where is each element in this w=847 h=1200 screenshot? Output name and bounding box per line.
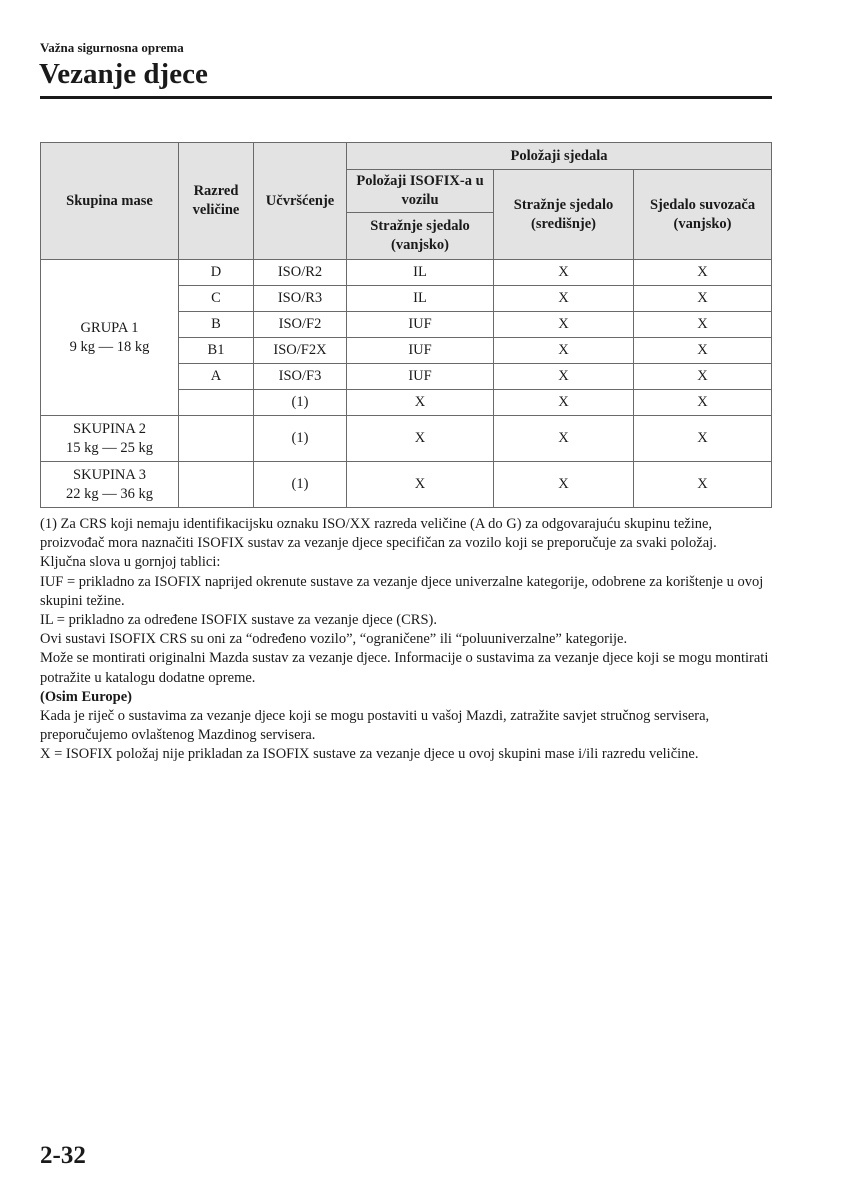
fixture-cell: (1)	[254, 416, 347, 462]
size-cell: C	[179, 286, 254, 312]
key-iuf: IUF = prikladno za ISOFIX naprijed okrenute sustave za vezanje djece univerzalne kategorije, odobrene za korištenje u ovoj skupini težine.	[40, 573, 764, 609]
rear-center-cell: X	[494, 338, 634, 364]
size-cell: B1	[179, 338, 254, 364]
except-europe-heading: (Osim Europe)	[40, 688, 132, 705]
header-passenger-seat: Sjedalo suvozača (vanjsko)	[634, 170, 772, 260]
header-mass-group: Skupina mase	[41, 143, 179, 260]
group1-name: GRUPA 1	[80, 319, 139, 336]
key-x: X = ISOFIX položaj nije prikladan za ISOFIX sustave za vezanje djece u ovoj skupini mase i/ili razredu veličine.	[40, 746, 699, 763]
fixture-cell: ISO/R3	[254, 286, 347, 312]
page-title: Vezanje djece	[39, 58, 208, 90]
rear-outer-cell: X	[347, 416, 494, 462]
rear-outer-cell: IUF	[347, 312, 494, 338]
rear-outer-cell: IL	[347, 260, 494, 286]
rear-outer-cell: IUF	[347, 338, 494, 364]
size-cell	[179, 390, 254, 416]
group3-cell	[41, 462, 179, 508]
passenger-cell: X	[634, 286, 772, 312]
rear-center-cell: X	[494, 416, 634, 462]
header-seat-positions: Položaji sjedala	[347, 143, 772, 170]
table-row	[41, 416, 772, 462]
key-il: IL = prikladno za određene ISOFIX sustave za vezanje djece (CRS).	[40, 612, 437, 629]
table-row	[41, 260, 772, 286]
size-cell	[179, 416, 254, 462]
header-rear-center: Stražnje sjedalo (središnje)	[494, 170, 634, 260]
group2-cell	[41, 416, 179, 462]
rear-center-cell: X	[494, 390, 634, 416]
rear-center-cell: X	[494, 462, 634, 508]
rear-outer-cell: X	[347, 390, 494, 416]
group1-weight: 9 kg — 18 kg	[69, 338, 150, 355]
passenger-cell: X	[634, 462, 772, 508]
isofix-table	[40, 142, 772, 508]
group1-cell	[41, 260, 179, 416]
section-label: Važna sigurnosna oprema	[40, 40, 184, 55]
size-cell: A	[179, 364, 254, 390]
header-size-class: Razred veličine	[179, 143, 254, 260]
header-fixture: Učvršćenje	[254, 143, 347, 260]
rear-center-cell: X	[494, 286, 634, 312]
passenger-cell: X	[634, 364, 772, 390]
table-row	[41, 462, 772, 508]
fixture-cell: ISO/R2	[254, 260, 347, 286]
table-header-row	[41, 143, 772, 170]
mazda-note: Može se montirati originalni Mazda sustav za vezanje djece. Informacije o sustavima za vezanje djece koji se mogu montirati potražite u katalogu dodatne opreme.	[40, 650, 769, 686]
footnote: (1) Za CRS koji nemaju identifikacijsku oznaku ISO/XX razreda veličine (A do G) za odgovarajuću skupinu težine, proizvođač mora naznačiti ISOFIX sustav za vezanje djece specifičan za vozilo koji se preporučuje za svaki položaj.	[40, 516, 717, 552]
rear-center-cell: X	[494, 260, 634, 286]
passenger-cell: X	[634, 312, 772, 338]
passenger-cell: X	[634, 338, 772, 364]
group3-name: SKUPINA 3	[73, 466, 146, 483]
fixture-cell: ISO/F2X	[254, 338, 347, 364]
header-isofix-positions: Položaji ISOFIX-a u vozilu	[347, 170, 494, 213]
notes	[40, 515, 780, 765]
fixture-cell: ISO/F3	[254, 364, 347, 390]
header-rear-outer: Stražnje sjedalo (vanjsko)	[347, 213, 494, 260]
fixture-cell: ISO/F2	[254, 312, 347, 338]
passenger-cell: X	[634, 260, 772, 286]
isofix-crs-note: Ovi sustavi ISOFIX CRS su oni za “određeno vozilo”, “ograničene” ili “poluuniverzalne” kategorije.	[40, 631, 628, 648]
size-cell: B	[179, 312, 254, 338]
size-cell: D	[179, 260, 254, 286]
rear-center-cell: X	[494, 364, 634, 390]
passenger-cell: X	[634, 390, 772, 416]
passenger-cell: X	[634, 416, 772, 462]
title-rule	[40, 96, 772, 99]
group3-weight: 22 kg — 36 kg	[66, 485, 153, 502]
rear-outer-cell: X	[347, 462, 494, 508]
size-cell	[179, 462, 254, 508]
fixture-cell: (1)	[254, 390, 347, 416]
rear-outer-cell: IUF	[347, 364, 494, 390]
key-heading: Ključna slova u gornjoj tablici:	[40, 554, 221, 571]
group2-name: SKUPINA 2	[73, 420, 146, 437]
group2-weight: 15 kg — 25 kg	[66, 439, 153, 456]
rear-outer-cell: IL	[347, 286, 494, 312]
advice-note: Kada je riječ o sustavima za vezanje djece koji se mogu postaviti u vašoj Mazdi, zatražite savjet stručnog servisera, preporučujemo ovlaštenog Mazdinog servisera.	[40, 708, 710, 744]
rear-center-cell: X	[494, 312, 634, 338]
page-number: 2-32	[40, 1142, 86, 1169]
fixture-cell: (1)	[254, 462, 347, 508]
